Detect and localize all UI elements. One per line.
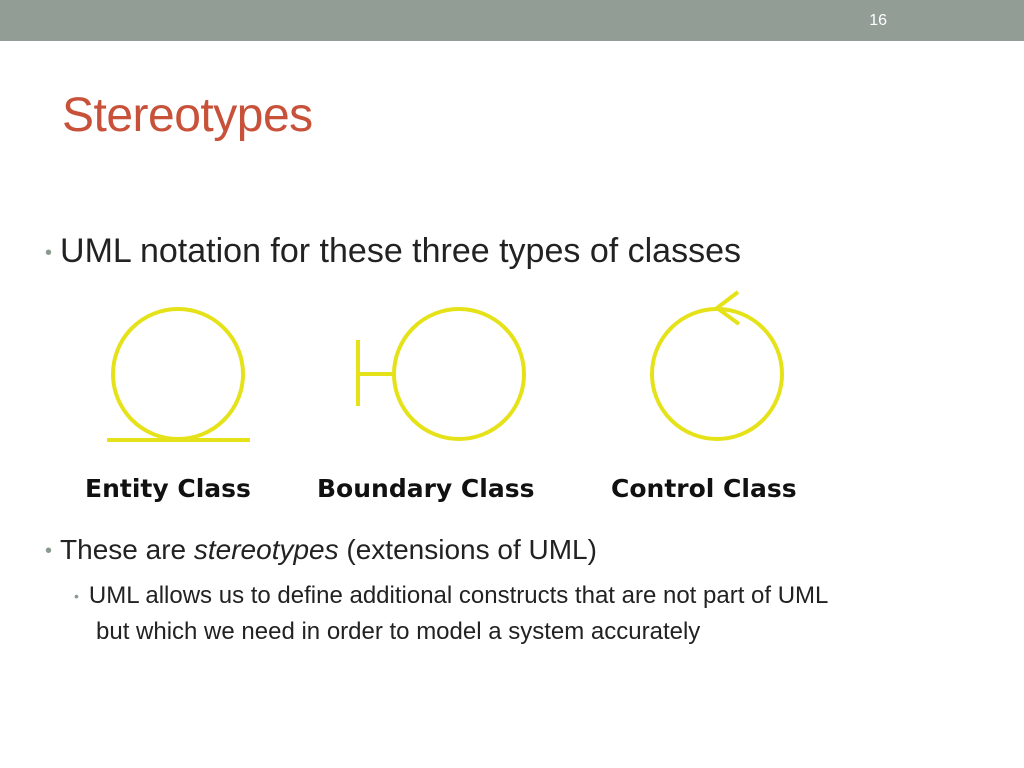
- boundary-class-icon: [358, 309, 524, 439]
- bullet-dot-icon: •: [45, 241, 53, 264]
- sub-bullet-uml-constructs: [74, 578, 974, 649]
- sub-bullet-line-2: but which we need in order to model a system accurately: [96, 618, 701, 646]
- bullet-text-emphasis: stereotypes: [193, 534, 339, 565]
- bullet-text: UML notation for these three types of classes: [60, 232, 741, 270]
- bullet-stereotypes: [45, 534, 597, 566]
- stereotype-icons: [60, 288, 860, 458]
- top-bar: [0, 0, 1024, 41]
- sub-bullet-dot-icon: •: [74, 588, 79, 605]
- bullet-text-post: (extensions of UML): [338, 534, 597, 565]
- stereotype-diagram: [60, 288, 860, 518]
- control-class-icon: [652, 292, 782, 439]
- slide-number: 16: [869, 12, 887, 29]
- bullet-dot-icon: •: [45, 540, 53, 563]
- entity-class-caption: Entity Class: [85, 474, 251, 503]
- bullet-text-pre: These are: [60, 534, 194, 565]
- boundary-class-caption: Boundary Class: [317, 474, 535, 503]
- control-class-caption: Control Class: [611, 474, 797, 503]
- entity-class-icon: [107, 309, 250, 440]
- bullet-uml-notation: [45, 232, 741, 271]
- sub-bullet-line-1: UML allows us to define additional constructs that are not part of UML: [88, 582, 829, 609]
- slide-title: Stereotypes: [62, 89, 313, 142]
